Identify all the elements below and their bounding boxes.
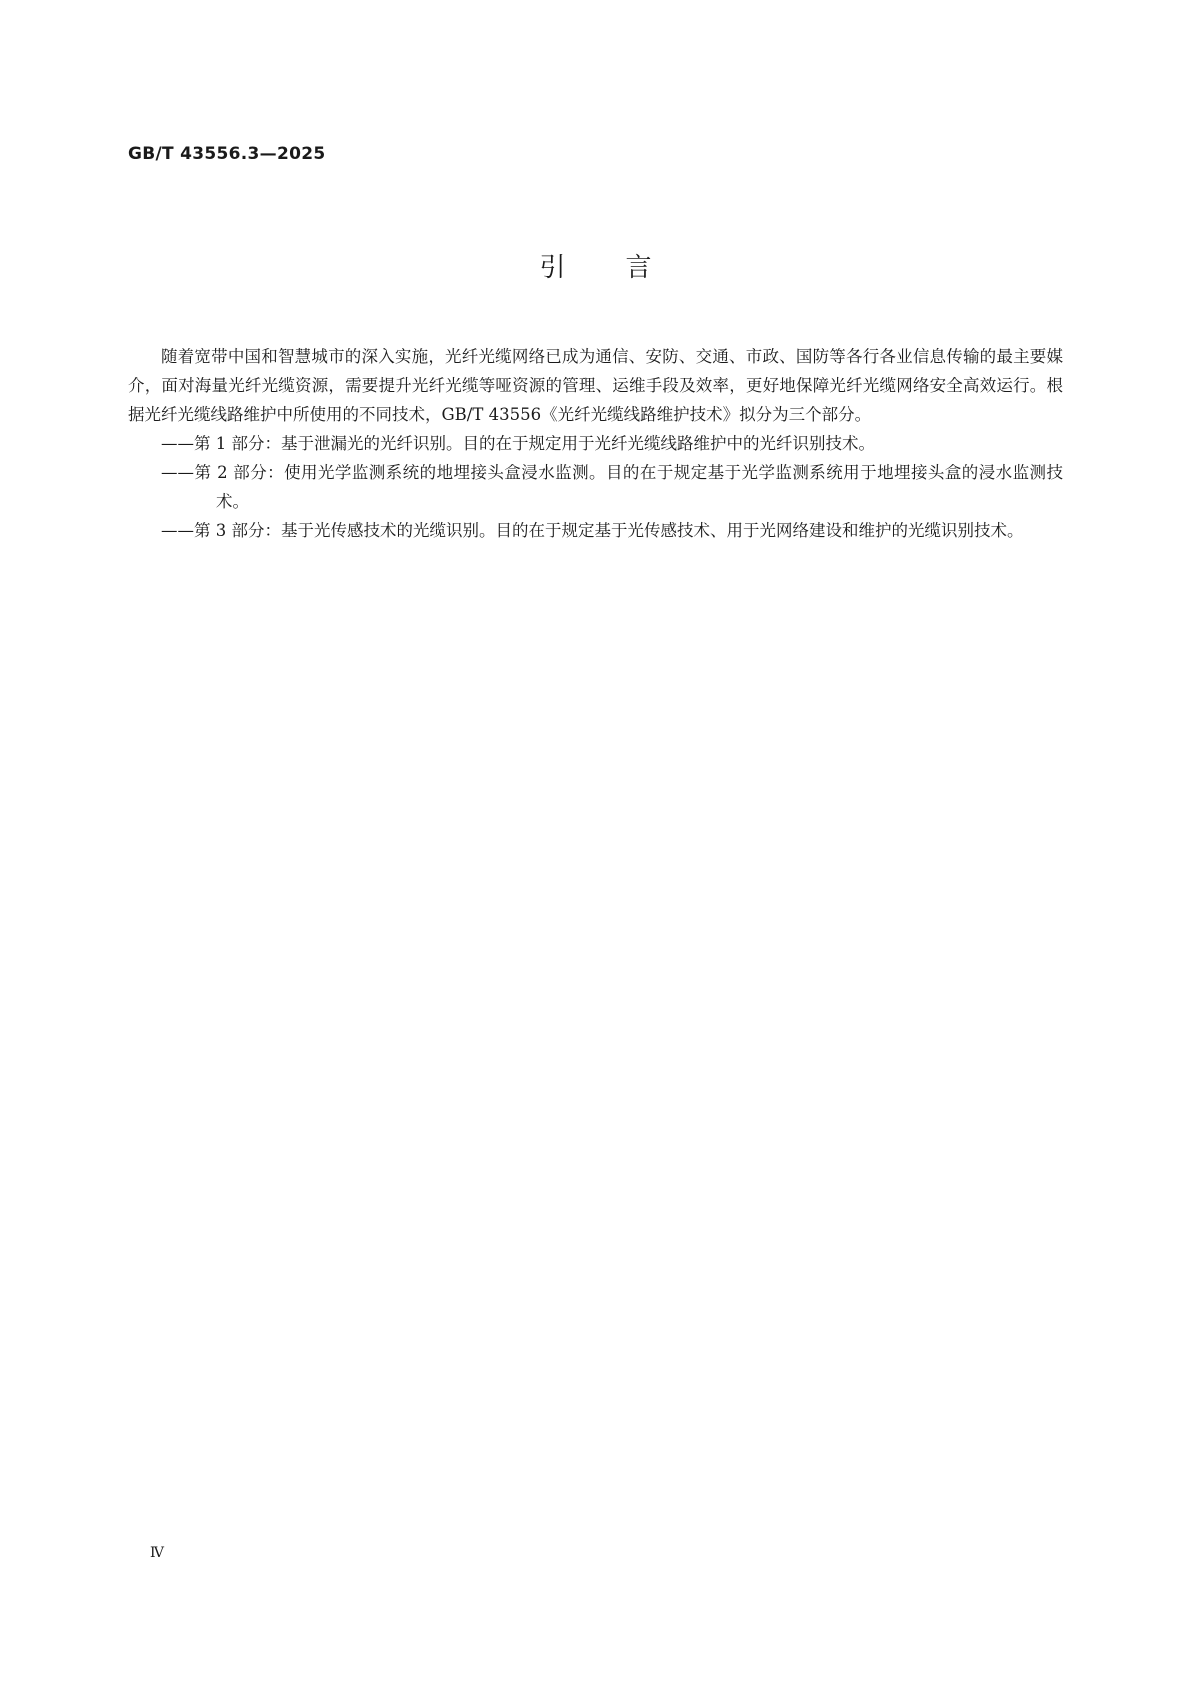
section-title: 引言: [539, 253, 712, 283]
document-body: [128, 342, 1063, 545]
list-item-part-1: ——第 1 部分：基于泄漏光的光纤识别。目的在于规定用于光纤光缆线路维护中的光纤识别技术。: [161, 434, 875, 453]
document-code: GB/T 43556.3—2025: [128, 144, 326, 164]
page-number: Ⅳ: [150, 1545, 164, 1561]
intro-paragraph: 随着宽带中国和智慧城市的深入实施，光纤光缆网络已成为通信、安防、交通、市政、国防等各行各业信息传输的最主要媒介，面对海量光纤光缆资源，需要提升光纤光缆等哑资源的管理、运维手段及效率，更好地保障光纤光缆网络安全高效运行。根据光纤光缆线路维护中所使用的不同技术，GB/T 43556《光纤光缆线路维护技术》拟分为三个部分。: [128, 347, 1063, 424]
list-item-part-2: ——第 2 部分：使用光学监测系统的地埋接头盒浸水监测。目的在于规定基于光学监测系统用于地埋接头盒的浸水监测技术。: [161, 463, 1063, 511]
list-item-part-3: ——第 3 部分：基于光传感技术的光缆识别。目的在于规定基于光传感技术、用于光网络建设和维护的光缆识别技术。: [161, 521, 1024, 540]
